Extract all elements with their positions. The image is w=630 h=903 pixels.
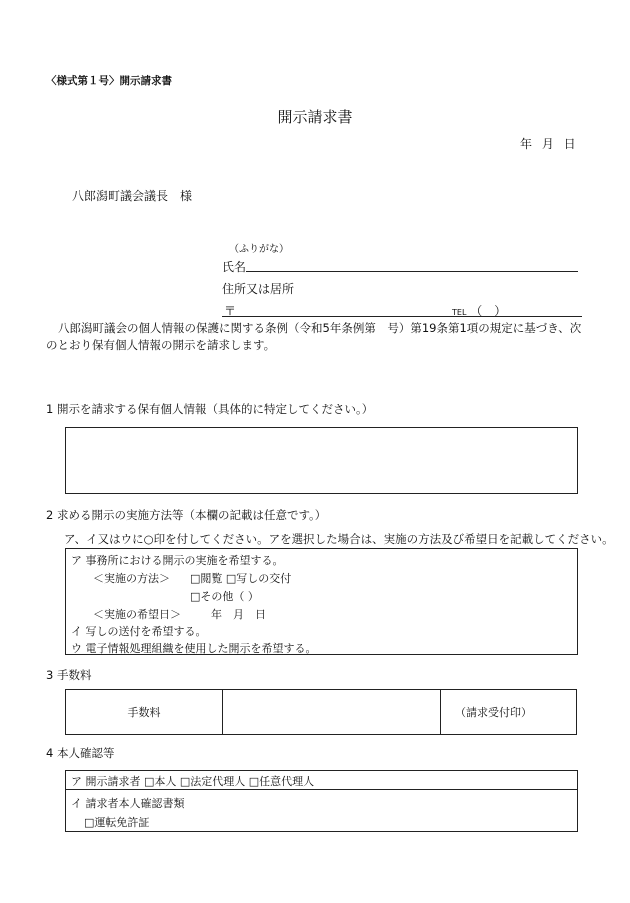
section2-note: ア、イ又はウに○印を付してください。アを選択した場合は、実施の方法及び希望日を記載してください。 (64, 532, 614, 546)
intro-paragraph: 八郎潟町議会の個人情報の保護に関する条例（令和5年条例第 号）第19条第1項の規定に基づき、次のとおり保有個人情報の開示を請求します。 (46, 321, 582, 352)
name-label: 氏名 (222, 260, 247, 274)
method-other[interactable]: □その他（ ） (190, 590, 259, 603)
identity-box (65, 770, 578, 832)
method-box (65, 548, 578, 655)
section2-heading: 2 求める開示の実施方法等（本欄の記載は任意です。） (46, 508, 327, 522)
drivers-license-option[interactable]: □運転免許証 (84, 816, 150, 829)
requester-type[interactable]: ア 開示請求者 □本人 □法定代理人 □任意代理人 (71, 775, 315, 788)
method-options[interactable]: □閲覧 □写しの交付 (190, 572, 292, 585)
fee-table (65, 689, 577, 735)
date-label: ＜実施の希望日＞ (93, 608, 181, 621)
option-u[interactable]: ウ 電子情報処理組織を使用した開示を希望する。 (71, 642, 317, 655)
postal-mark: 〒 (224, 304, 237, 318)
tel-text: TEL (452, 308, 467, 317)
address-field-line[interactable] (222, 316, 582, 317)
section3-heading: 3 手数料 (46, 668, 92, 682)
date-fields[interactable]: 年 月 日 (211, 608, 266, 621)
name-field-line[interactable] (246, 271, 578, 272)
option-i[interactable]: イ 写しの送付を希望する。 (71, 625, 207, 638)
fee-label: 手数料 (66, 690, 223, 735)
tel-parens: （ ） (470, 304, 507, 318)
stamp-label: （請求受付印） (441, 690, 577, 735)
id-docs-label: イ 請求者本人確認書類 (71, 797, 185, 810)
method-label: ＜実施の方法＞ (93, 572, 170, 585)
personal-info-field[interactable] (65, 427, 578, 494)
fee-value[interactable] (223, 690, 441, 735)
section4-heading: 4 本人確認等 (46, 746, 115, 760)
furigana-label: （ふりがな） (229, 244, 289, 255)
addressee: 八郎潟町議会議長 様 (72, 189, 193, 203)
section1-heading: 1 開示を請求する保有個人情報（具体的に特定してください。） (46, 402, 374, 416)
page-title: 開示請求書 (277, 108, 353, 126)
identity-row-a (66, 771, 577, 790)
date-field: 年 月 日 (520, 137, 576, 151)
option-a[interactable]: ア 事務所における開示の実施を希望する。 (71, 554, 284, 567)
form-number-label: 〈様式第１号〉開示請求書 (46, 75, 172, 87)
address-label: 住所又は居所 (222, 282, 295, 296)
